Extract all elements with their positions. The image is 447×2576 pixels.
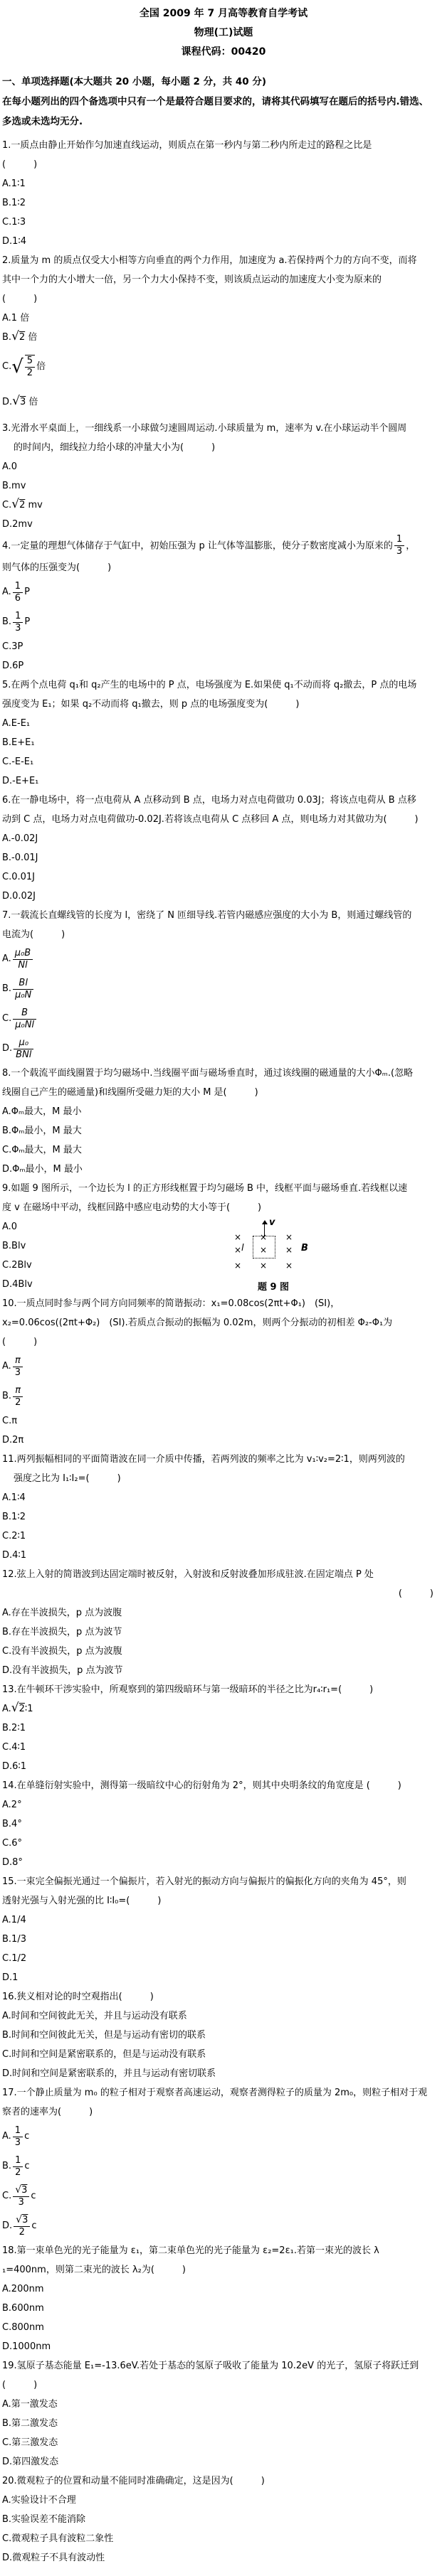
option-6-a: A.-0.02J: [2, 833, 38, 845]
option-11-b: B.1∶2: [2, 1512, 26, 1523]
question-9-stem-line2: 度 v 在磁场中平动，线框回路中感应电动势的大小等于( ): [2, 1202, 262, 1214]
question-4: [2, 534, 445, 675]
option-18-b: B.600nm: [2, 2303, 44, 2314]
option-2-a: A.1 倍: [2, 313, 30, 324]
option-11-d: D.4∶1: [2, 1550, 27, 1561]
option-7-c: C. $\frac{B}{\text{μ₀Nl}}$: [2, 1004, 445, 1034]
question-2: [2, 251, 445, 412]
question-6-stem-line1: 6.在一静电场中，将一点电荷从 A 点移动到 B 点，电场力对点电荷做功 0.03J；将该点电荷从 B 点移: [2, 795, 416, 806]
question-1-paren: ( ): [2, 159, 38, 170]
velocity-label: v: [269, 1217, 275, 1229]
question-13: [2, 1680, 445, 1776]
option-12-c: C.没有半波损失，p 点为波腹: [2, 1646, 122, 1657]
question-4-stem-line2: 则气体的压强变为( ): [2, 562, 112, 574]
option-5-d: D.-E+E₁: [2, 776, 39, 787]
option-12-a: A.存在半波损失，p 点为波腹: [2, 1608, 122, 1619]
option-13-b: B.2∶1: [2, 1723, 26, 1734]
question-3-stem-line1: 3.光滑水平桌面上，一细线系一小球做匀速圆周运动.小球质量为 m，速率为 v.在小球运动半个圆周: [2, 423, 407, 434]
question-6-stem-line2: 动到 C 点，电场力对点电荷做功-0.02J.若将该点电荷从 C 点移回 A 点，则电场力对其做功为( ): [2, 814, 419, 825]
instructions-line2: 多选或未选均无分.: [2, 116, 83, 127]
question-19-stem-line1: 19.氢原子基态能量 E₁=-13.6eV.若处于基态的氢原子吸收了能量为 10.2eV 的光子，氢原子将跃迁到: [2, 2361, 419, 2372]
option-20-a: A.实验设计不合理: [2, 2495, 76, 2506]
question-3-stem-line2: 的时间内，细线拉力给小球的冲量大小为( ): [14, 442, 216, 453]
option-7-b: B. $\frac{Bl}{\text{μ₀N}}$: [2, 974, 445, 1004]
figure-q9-caption: 题 9 图: [257, 1282, 290, 1293]
option-15-b: B.1/3: [2, 1934, 26, 1945]
question-7-stem-line1: 7.一载流长直螺线管的长度为 l，密绕了 N 匝细导线.若管内磁感应强度的大小为 B，则通过螺线管的: [2, 910, 412, 921]
question-5-stem-line1: 5.在两个点电荷 q₁和 q₂产生的电场中的 P 点，电场强度为 E.如果使 q₁不动而将 q₂撤去，P 点的电场: [2, 680, 417, 691]
field-cross-icon: ×: [234, 1232, 242, 1243]
option-5-a: A.E-E₁: [2, 718, 31, 729]
option-13-c: C.4∶1: [2, 1742, 26, 1753]
sqrt-icon: √: [11, 329, 19, 343]
option-13-d: D.6∶1: [2, 1761, 27, 1773]
option-20-b: B.实验误差不能消除: [2, 2514, 86, 2526]
option-20-c: C.微观粒子具有波粒二象性: [2, 2533, 114, 2545]
sqrt-icon: √: [11, 1701, 19, 1716]
question-12: [2, 1565, 445, 1680]
option-6-c: C.0.01J: [2, 872, 35, 883]
question-8-stem-line2: 线圈自己产生的磁通量)和线圈所受磁力矩的大小 M 是( ): [2, 1087, 258, 1099]
option-1-d: D.1∶4: [2, 236, 27, 247]
question-19-paren: ( ): [2, 2380, 38, 2391]
option-8-b: B.Φₘ最小，M 最大: [2, 1126, 82, 1137]
question-14-stem: 14.在单缝衍射实验中，测得第一级暗纹中心的衍射角为 2°，则其中央明条纹的角宽度是 ( ): [2, 1780, 401, 1792]
question-7: [2, 906, 445, 1064]
option-17-a: A. $\frac{1}{3}$ c: [2, 2125, 30, 2148]
field-cross-icon: ×: [260, 1232, 268, 1243]
field-cross-icon: ×: [285, 1261, 293, 1271]
sqrt-icon: √: [12, 394, 20, 408]
option-15-d: D.1: [2, 1972, 19, 1984]
option-4-c: C.3P: [2, 641, 23, 653]
question-17: [2, 2083, 445, 2241]
option-18-d: D.1000nm: [2, 2341, 51, 2353]
question-12-stem-line1: 12.弦上入射的简谐波到达固定端时被反射，入射波和反射波叠加形成驻波.在固定端点 P 处: [2, 1569, 374, 1581]
question-15: [2, 1872, 445, 1987]
question-15-stem-line2: 透射光强与入射光强的比 I∶I₀=( ): [2, 1896, 162, 1907]
figure-q9: [231, 1217, 315, 1293]
option-1-c: C.1∶3: [2, 217, 26, 228]
question-1: [2, 136, 445, 251]
question-11: [2, 1450, 445, 1565]
option-6-d: D.0.02J: [2, 891, 36, 902]
section-heading: 一、单项选择题(本大题共 20 小题，每小题 2 分，共 40 分): [2, 76, 267, 87]
option-16-a: A.时间和空间彼此无关，并且与运动没有联系: [2, 2011, 187, 2022]
question-4-stem-line1: 4.一定量的理想气体储存于气缸中，初始压强为 p 让气体等温膨胀，使分子数密度减小为原来的 $\frac{1}{3}$ ，: [2, 534, 416, 557]
question-5-stem-line2: 强度变为 E₁；如果 q₂不动而将 q₁撤去，则 p 点的电场强度变为( ): [2, 699, 300, 710]
question-9-options: [2, 1217, 445, 1294]
option-14-b: B.4°: [2, 1819, 22, 1830]
option-17-d: D. $\frac{√3}{2}$ c: [2, 2213, 37, 2238]
question-14: [2, 1776, 445, 1872]
question-1-stem: 1.一质点由静止开始作匀加速直线运动，则质点在第一秒内与第二秒内所走过的路程之比是: [2, 140, 372, 151]
option-15-a: A.1/4: [2, 1915, 26, 1926]
option-8-a: A.Φₘ最大，M 最小: [2, 1106, 82, 1118]
option-19-b: B.第二激发态: [2, 2418, 58, 2430]
sqrt-icon: √: [11, 356, 23, 378]
question-17-stem-line1: 17.一个静止质量为 m₀ 的粒子相对于观察者高速运动，观察者测得粒子的质量为 2m₀，则粒子相对于观: [2, 2088, 428, 2099]
question-9-stem-line1: 9.如题 9 图所示，一个边长为 l 的正方形线框置于均匀磁场 B 中，线框平面与磁场垂直.若线框以速: [2, 1183, 408, 1195]
paper-title-line2: 物理(工)试题: [194, 27, 253, 38]
option-19-d: D.第四激发态: [2, 2457, 59, 2468]
option-19-a: A.第一激发态: [2, 2399, 58, 2410]
option-17-c: C. $\frac{√3}{3}$ c: [2, 2184, 36, 2208]
option-12-d: D.没有半波损失，p 点为波节: [2, 1665, 123, 1677]
field-cross-icon: ×: [285, 1232, 293, 1243]
question-8: [2, 1064, 445, 1179]
question-10: [2, 1294, 445, 1450]
course-code: 课程代码：00420: [181, 46, 266, 58]
paper-title-line1: 全国 2009 年 7 月高等教育自学考试: [139, 8, 308, 19]
question-16-stem: 16.狭义相对论的时空观指出( ): [2, 1992, 154, 2003]
option-10-c: C.π: [2, 1416, 18, 1427]
option-8-d: D.Φₘ最小，M 最小: [2, 1164, 83, 1175]
question-20-stem: 20.微观粒子的位置和动量不能同时准确确定，这是因为( ): [2, 2476, 265, 2487]
option-3-a: A.0: [2, 461, 18, 472]
option-10-a: A. $\frac{\pi}{3}$: [2, 1352, 445, 1381]
instructions-line1: 在每小题列出的四个备选项中只有一个是最符合题目要求的，请将其代码填写在题后的括号内.错选、: [2, 96, 429, 107]
option-7-a: A. $\frac{\text{μ₀B}}{Nl}$: [2, 944, 445, 974]
option-9-d: D.4Blv: [2, 1279, 33, 1290]
option-5-c: C.-E-E₁: [2, 757, 34, 768]
option-4-d: D.6P: [2, 661, 24, 672]
question-19: [2, 2356, 445, 2471]
question-5: [2, 675, 445, 791]
option-9-c: C.2Blv: [2, 1260, 32, 1271]
question-10-stem-line2: x₂=0.06cos((2πt+Φ₂) (SI).若质点合振动的振幅为 0.02m，则两个分振动的初相差 Φ₂-Φ₁为: [2, 1318, 393, 1329]
option-15-c: C.1/2: [2, 1953, 27, 1965]
field-label: B: [301, 1243, 308, 1254]
side-length-label: l: [241, 1243, 244, 1254]
question-9: [2, 1179, 445, 1294]
figure-q9-canvas: [231, 1217, 315, 1277]
question-11-stem-line1: 11.两列振幅相同的平面简谐波在同一介质中传播，若两列波的频率之比为 v₁∶v₂=2∶1，则两列波的: [2, 1454, 405, 1465]
option-14-a: A.2°: [2, 1800, 22, 1811]
option-3-d: D.2mv: [2, 519, 33, 530]
option-17-b: B. $\frac{1}{2}$ c: [2, 2154, 30, 2178]
option-18-a: A.200nm: [2, 2284, 44, 2295]
question-2-stem-line1: 2.质量为 m 的质点仅受大小相等方向垂直的两个力作用，加速度为 a.若保持两个力的方向不变，而将: [2, 255, 417, 266]
wire-frame-square: [253, 1236, 275, 1258]
question-6: [2, 791, 445, 906]
option-19-c: C.第三激发态: [2, 2437, 58, 2449]
question-17-stem-line2: 察者的速率为( ): [2, 2107, 93, 2118]
option-1-a: A.1∶1: [2, 178, 26, 189]
option-18-c: C.800nm: [2, 2322, 44, 2334]
field-cross-icon: ×: [285, 1245, 293, 1256]
option-9-b: B.Blv: [2, 1241, 26, 1252]
option-12-b: B.存在半波损失，p 点为波节: [2, 1627, 122, 1638]
sqrt-icon: √: [11, 497, 20, 511]
field-cross-icon: ×: [234, 1245, 242, 1256]
option-3-c: C.√2 mv: [2, 497, 43, 511]
option-11-c: C.2∶1: [2, 1531, 26, 1542]
option-14-d: D.8°: [2, 1857, 23, 1869]
sqrt-icon: √: [15, 2184, 22, 2196]
option-11-a: A.1∶4: [2, 1492, 26, 1504]
question-8-stem-line1: 8.一个载流平面线圈置于均匀磁场中.当线圈平面与磁场垂直时，通过该线圈的磁通量的大小Φₘ.(忽略: [2, 1068, 414, 1079]
field-cross-icon: ×: [234, 1261, 242, 1271]
field-cross-icon: ×: [260, 1245, 268, 1256]
arrow-up-icon: [262, 1220, 268, 1224]
question-10-stem-line1: 10.一质点同时参与两个同方向同频率的简谐振动：x₁=0.08cos(2πt+Φ₁) (SI)，: [2, 1298, 340, 1310]
question-20: [2, 2471, 445, 2567]
option-9-a: A.0: [2, 1222, 18, 1233]
option-6-b: B.-0.01J: [2, 853, 38, 864]
question-13-stem: 13.在牛顿环干涉实验中，所观察到的第四级暗环与第一级暗环的半径之比为r₄∶r₁=( ): [2, 1684, 374, 1696]
question-16: [2, 1987, 445, 2083]
question-10-paren: ( ): [2, 1337, 38, 1348]
option-2-d: D.√3 倍: [2, 394, 38, 408]
question-2-paren: ( ): [2, 294, 38, 304]
question-3: [2, 419, 445, 534]
question-18-stem-line2: ₁=400nm，则第二束光的波长 λ₂为( ): [2, 2265, 186, 2276]
option-14-c: C.6°: [2, 1838, 22, 1849]
option-16-c: C.时间和空间是紧密联系的，但是与运动没有联系: [2, 2049, 206, 2061]
option-2-b: B.√2 倍: [2, 329, 38, 343]
option-4-a: A. $\frac{1}{6}$ P: [2, 580, 30, 604]
question-11-stem-line2: 强度之比为 I₁∶I₂=( ): [14, 1473, 121, 1485]
option-5-b: B.E+E₁: [2, 737, 35, 749]
question-18-stem-line1: 18.第一束单色光的光子能量为 ε₁，第二束单色光的光子能量为 ε₂=2ε₁.若第一束光的波长 λ: [2, 2245, 379, 2257]
option-16-b: B.时间和空间彼此无关，但是与运动有密切的联系: [2, 2030, 206, 2041]
field-cross-icon: ×: [260, 1261, 268, 1271]
question-18: [2, 2241, 445, 2356]
option-8-c: C.Φₘ最大，M 最大: [2, 1145, 82, 1156]
option-10-d: D.2π: [2, 1435, 24, 1446]
option-3-b: B.mv: [2, 481, 26, 491]
question-7-stem-line2: 电流为( ): [2, 929, 65, 941]
option-7-d: D. $\frac{\text{μ₀}}{\text{BNl}}$: [2, 1034, 445, 1064]
option-13-a: A.√2∶1: [2, 1701, 33, 1716]
sqrt-icon: √: [16, 2213, 23, 2225]
option-20-d: D.微观粒子不具有波动性: [2, 2553, 105, 2564]
option-1-b: B.1∶2: [2, 198, 26, 208]
option-4-b: B. $\frac{1}{3}$ P: [2, 610, 31, 634]
question-12-paren: ( ): [398, 1588, 433, 1600]
option-16-d: D.时间和空间是紧密联系的，并且与运动有密切联系: [2, 2068, 216, 2080]
question-2-stem-line2: 其中一个力的大小增大一倍，另一个力大小保持不变，则该质点运动的加速度大小变为原来的: [2, 274, 382, 285]
option-10-b: B. $\frac{\pi}{2}$: [2, 1381, 445, 1411]
option-2-c: C. √ $\frac{5}{2}$ 倍: [2, 355, 46, 378]
question-15-stem-line1: 15.一束完全偏振光通过一个偏振片，若入射光的振动方向与偏振片的偏振化方向的夹角为 45°，则: [2, 1876, 406, 1888]
